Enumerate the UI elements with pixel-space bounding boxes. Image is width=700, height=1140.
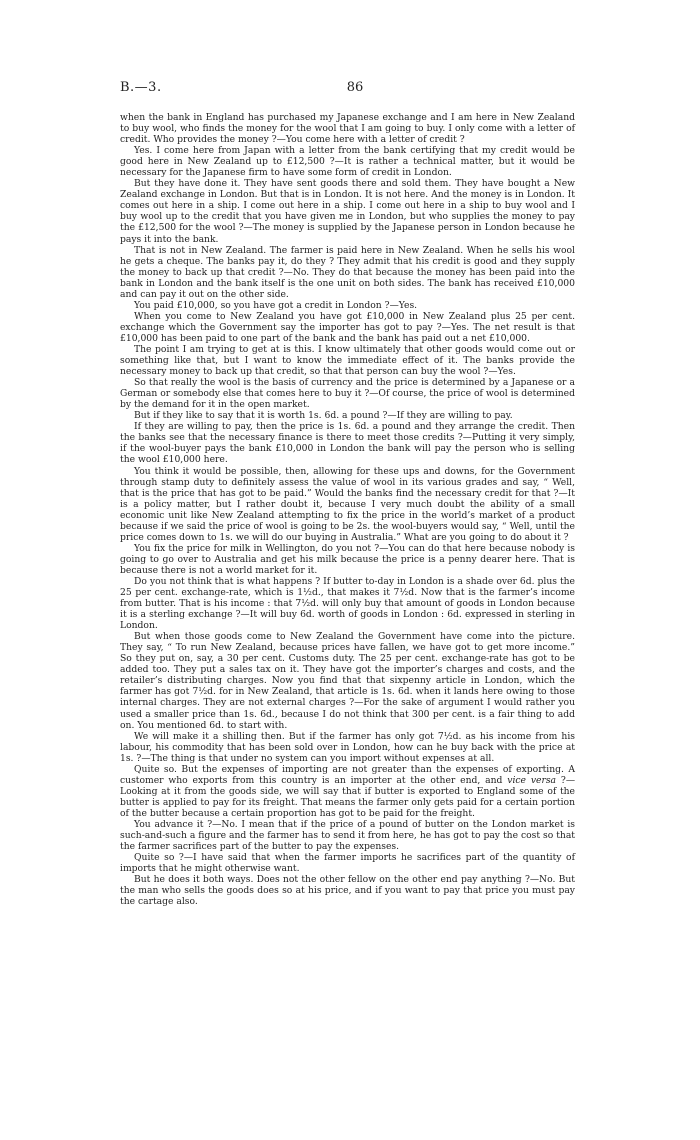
paragraph: We will make it a shilling then. But if the farmer has only got 7½d. as his income from his labour, his commodity that has been sold over in London, how can he buy back with the price at 1s. ?—The thing is that under no system can you import without expenses at all.: [120, 730, 575, 764]
paragraph: You think it would be possible, then, allowing for these ups and downs, for the Government through stamp duty to definitely assess the value of wool in its various grades and say, “ Well, that is the price that has got to be paid.” Would the banks find the necessary credit for that ?—It is a policy matter, but I rather doubt it, because I very much doubt the ability of a small economic unit like New Zealand attempting to fix the price in the world’s market of a product because if we said the price of wool is going to be 2s. the wool-buyers would say, “ Well, until the price comes down to 1s. we will do our buying in Australia.” What are you going to do about it ?: [120, 465, 575, 543]
paragraph: But when those goods come to New Zealand the Government have come into the picture. They say, “ To run New Zealand, because prices have fallen, we have got to get more income.” So they put on, say, a 30 per cent. Customs duty. The 25 per cent. exchange-rate has got to be added too. They put a sales tax on it. They have got the importer’s charges and costs, and the retailer’s distributing charges. Now you find that that sixpenny article in London, which the farmer has got 7½d. for in New Zealand, that article is 1s. 6d. when it lands here owing to those internal charges. They are not external charges ?—For the sake of argument I would rather you used a smaller price than 1s. 6d., because I do not think that 300 per cent. is a fair thing to add on. You mentioned 6d. to start with.: [120, 631, 575, 731]
document-reference: B.—3.: [120, 80, 162, 95]
paragraph: You fix the price for milk in Wellington, do you not ?—You can do that here because nobody is going to go over to Australia and get his milk because the price is a penny dearer here. That is because there is not a world market for it.: [120, 542, 575, 576]
paragraph: But if they like to say that it is worth 1s. 6d. a pound ?—If they are willing to pay.: [134, 410, 513, 422]
page-number: 86: [346, 80, 364, 95]
paragraph: You advance it ?—No. I mean that if the price of a pound of butter on the London market is such-and-such a figure and the farmer has to send it from here, he has got to pay the cost so that the farmer sacrifices part of the butter to pay the expenses.: [120, 819, 575, 853]
paragraph: The point I am trying to get at is this. I know ultimately that other goods would come out or something like that, but I want to know the immediate effect of it. The banks provide the necessary money to back up that credit, so that that person can buy the wool ?—Yes.: [120, 343, 575, 378]
paragraph: But they have done it. They have sent goods there and sold them. They have bought a New Zealand exchange in London. But that is in London. It is not here. And the money is in London. It comes out here in a ship. I come out here in a ship. I come out here in a ship to buy wool and I buy wool up to the credit that you have given me in London, but who supplies the money to pay the £12,500 for the wool ?—The money is supplied by the Japanese person in London because he pays it into the bank.: [120, 178, 575, 245]
paragraph: When you come to New Zealand you have got £10,000 in New Zealand plus 25 per cent. exchange which the Government say the importer has got to pay ?—Yes. The net result is that £10,000 has been paid to one part of the bank and the bank has paid out a net £10,000.: [120, 310, 575, 344]
paragraph: Yes. I come here from Japan with a letter from the bank certifying that my credit would be good here in New Zealand up to £12,500 ?—It is rather a technical matter, but it would be necessary for the Japanese firm to have some form of credit in London.: [120, 145, 575, 179]
body-text: [120, 112, 575, 907]
paragraph: Do you not think that is what happens ? If butter to-day in London is a shade over 6d. plus the 25 per cent. exchange-rate, which is 1½d., that makes it 7½d. Now that is the farmer’s income from butter. That is his income : that 7½d. will only buy that amount of goods in London because it is a sterling exchange ?—It will buy 6d. worth of goods in London : 6d. expressed in sterling in London.: [120, 575, 575, 632]
paragraph: when the bank in England has purchased my Japanese exchange and I am here in New Zealand to buy wool, who finds the money for the wool that I am going to buy. I only come with a letter of credit. Who provides the money ?—You come here with a letter of credit ?: [120, 112, 575, 146]
paragraph: You paid £10,000, so you have got a credit in London ?—Yes.: [134, 299, 418, 311]
paragraph: So that really the wool is the basis of currency and the price is determined by a Japanese or a German or somebody else that comes here to buy it ?—Of course, the price of wool is determined by the demand for it in the open market.: [120, 377, 575, 411]
paragraph: But he does it both ways. Does not the other fellow on the other end pay anything ?—No. But the man who sells the goods does so at his price, and if you want to pay that price you must pay the cartage also.: [120, 874, 575, 908]
paragraph: That is not in New Zealand. The farmer is paid here in New Zealand. When he sells his wool he gets a cheque. The banks pay it, do they ? They admit that his credit is good and they supply the money to back up that credit ?—No. They do that because the money has been paid into the bank in London and the bank itself is the one unit on both sides. The bank has received £10,000 and can pay it out on the other side.: [120, 244, 575, 300]
paragraph: Quite so. But the expenses of importing are not greater than the expenses of exporting. A customer who exports from this country is an importer at the other end, and vice versa ?—Looking at it from the goods side, we will say that if butter is exported to England some of the butter is applied to pay for its freight. That means the farmer only gets paid for a certain portion of the butter because a certain proportion has got to be paid for the freight.: [120, 763, 576, 819]
paragraph: Quite so ?—I have said that when the farmer imports he sacrifices part of the quantity of imports that he might otherwise want.: [120, 852, 575, 875]
paragraph: If they are willing to pay, then the price is 1s. 6d. a pound and they arrange the credit. Then the banks see that the necessary finance is there to meet those credits ?—Putting it very simply, if the wool-buyer pays the bank £10,000 in London the bank will pay the person who is selling the wool £10,000 here.: [120, 421, 575, 466]
